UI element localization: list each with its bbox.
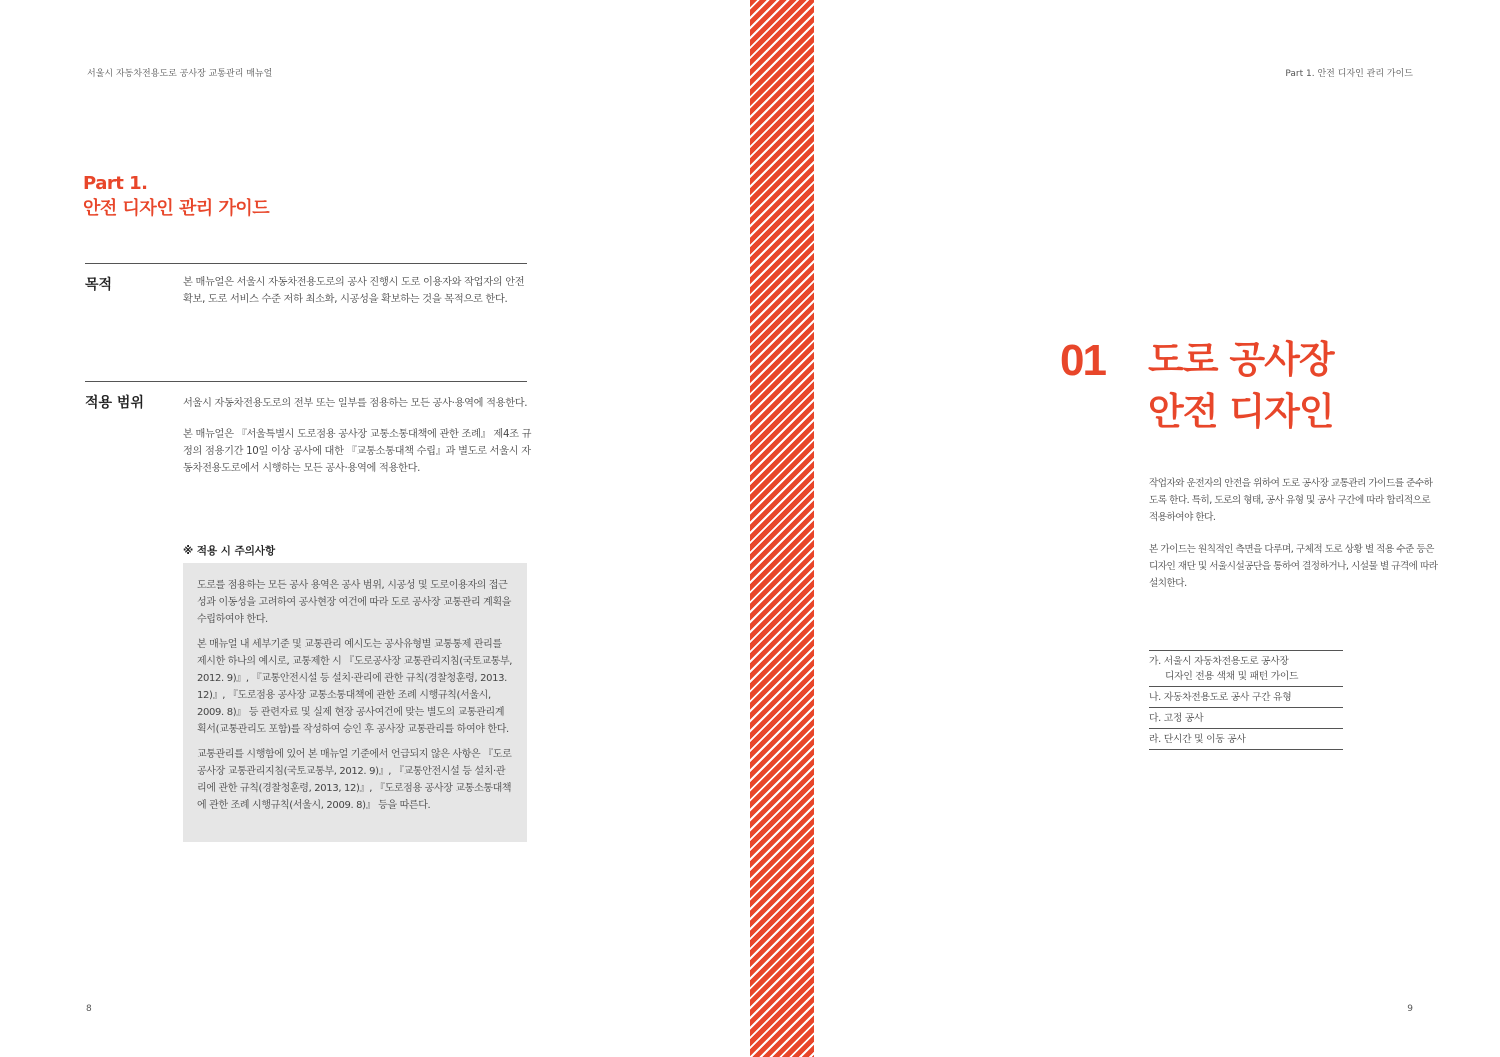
- toc-item[interactable]: [1149, 729, 1343, 750]
- purpose-label: 목적: [85, 277, 113, 293]
- note-title: ※ 적용 시 주의사항: [183, 545, 276, 557]
- intro-paragraph-2: 본 가이드는 원칙적인 측면을 다루며, 구체적 도로 상황 별 적용 수준 등은 디자인 재단 및 서울시설공단을 통하여 결정하거나, 시설물 별 규격에 따라 설치한다.: [1149, 544, 1438, 589]
- toc-item-na: 나. 자동차전용도로 공사 구간 유형: [1149, 692, 1292, 703]
- note-box: [183, 563, 527, 842]
- right-page: [814, 0, 1500, 1057]
- purpose-text: 본 매뉴얼은 서울시 자동차전용도로의 공사 진행시 도로 이용자와 작업자의 안전확보, 도로 서비스 수준 저하 최소화, 시공성을 확보하는 것을 목적으로 한다.: [183, 277, 525, 305]
- running-head-right: Part 1. 안전 디자인 관리 가이드: [1285, 69, 1413, 79]
- scope-body: [183, 395, 533, 491]
- toc-item-ra: 라. 단시간 및 이동 공사: [1149, 734, 1246, 745]
- note-paragraph-2: 본 매뉴얼 내 세부기준 및 교통관리 예시도는 공사유형별 교통통제 관리를 제시한 하나의 예시로, 교통제한 시 『도로공사장 교통관리지침(국토교통부, 2012. 9)』, 『교통안전시설 등 설치·관리에 관한 규칙(경찰청훈령, 2013. 12)』, 『도로점용 공사장 교통소통대책에 관한 조례 시행규칙(서울시, 2009. 8)』 등 관련자료 및 실제 현장 공사여건에 맞는 별도의 교통관리계획서(교통관리도 포함)를 작성하여 승인 후 공사장 교통관리를 하여야 한다.: [197, 639, 513, 735]
- note-paragraph-3: 교통관리를 시행함에 있어 본 매뉴얼 기준에서 언급되지 않은 사항은 『도로 공사장 교통관리지침(국토교통부, 2012. 9)』, 『교통안전시설 등 설치·관리에 관한 규칙(경찰청훈령, 2013, 12)』, 『도로점용 공사장 교통소통대책에 관한 조례 시행규칙(서울시, 2009. 8)』 등을 따른다.: [197, 749, 512, 811]
- running-head-left: 서울시 자동차전용도로 공사장 교통관리 매뉴얼: [87, 69, 273, 79]
- toc-item[interactable]: [1149, 651, 1343, 687]
- scope-section: [85, 381, 532, 522]
- intro-paragraph-1: 작업자와 운전자의 안전을 위하여 도로 공사장 교통관리 가이드를 준수하도록 한다. 특히, 도로의 형태, 공사 유형 및 공사 구간에 따라 합리적으로 적용하여야 한다.: [1149, 478, 1433, 523]
- page-number-left: 8: [86, 1004, 92, 1014]
- toc-item-ga-line-2: 디자인 전용 색채 및 패턴 가이드: [1165, 671, 1299, 682]
- toc-item[interactable]: [1149, 687, 1343, 708]
- scope-paragraph-1: 서울시 자동차전용도로의 전부 또는 일부를 점용하는 모든 공사·용역에 적용한다.: [183, 398, 528, 409]
- page-number-right: 9: [1407, 1004, 1413, 1014]
- part-title: [83, 171, 269, 221]
- table-of-contents: [1149, 650, 1343, 750]
- scope-paragraph-2: 본 매뉴얼은 『서울특별시 도로점용 공사장 교통소통대책에 관한 조례』 제4조 규정의 점용기간 10일 이상 공사에 대한 『교통소통대책 수립』과 별도로 서울시 자동차전용도로에서 시행하는 모든 공사·용역에 적용한다.: [183, 429, 532, 474]
- scope-label: 적용 범위: [85, 395, 144, 411]
- note-paragraph-1: 도로를 점용하는 모든 공사 용역은 공사 범위, 시공성 및 도로이용자의 접근성과 이동성을 고려하여 공사현장 여건에 따라 도로 공사장 교통관리 계획을 수립하여야 한다.: [197, 580, 512, 625]
- toc-item-da: 다. 고정 공사: [1149, 713, 1204, 724]
- purpose-section: [85, 263, 527, 374]
- chapter-title-line-2: 안전 디자인: [1148, 390, 1334, 433]
- intro-text: [1149, 475, 1439, 607]
- toc-item-ga-line-1: 가. 서울시 자동차전용도로 공사장: [1149, 656, 1289, 667]
- part-title-line-2: 안전 디자인 관리 가이드: [83, 198, 270, 219]
- toc-item[interactable]: [1149, 708, 1343, 729]
- part-title-line-1: Part 1.: [83, 173, 148, 194]
- chapter-title-line-1: 도로 공사장: [1148, 338, 1334, 381]
- chapter-title: [1148, 334, 1334, 438]
- diagonal-stripe-pattern: [750, 0, 814, 1057]
- chapter-number: 01: [1060, 336, 1105, 385]
